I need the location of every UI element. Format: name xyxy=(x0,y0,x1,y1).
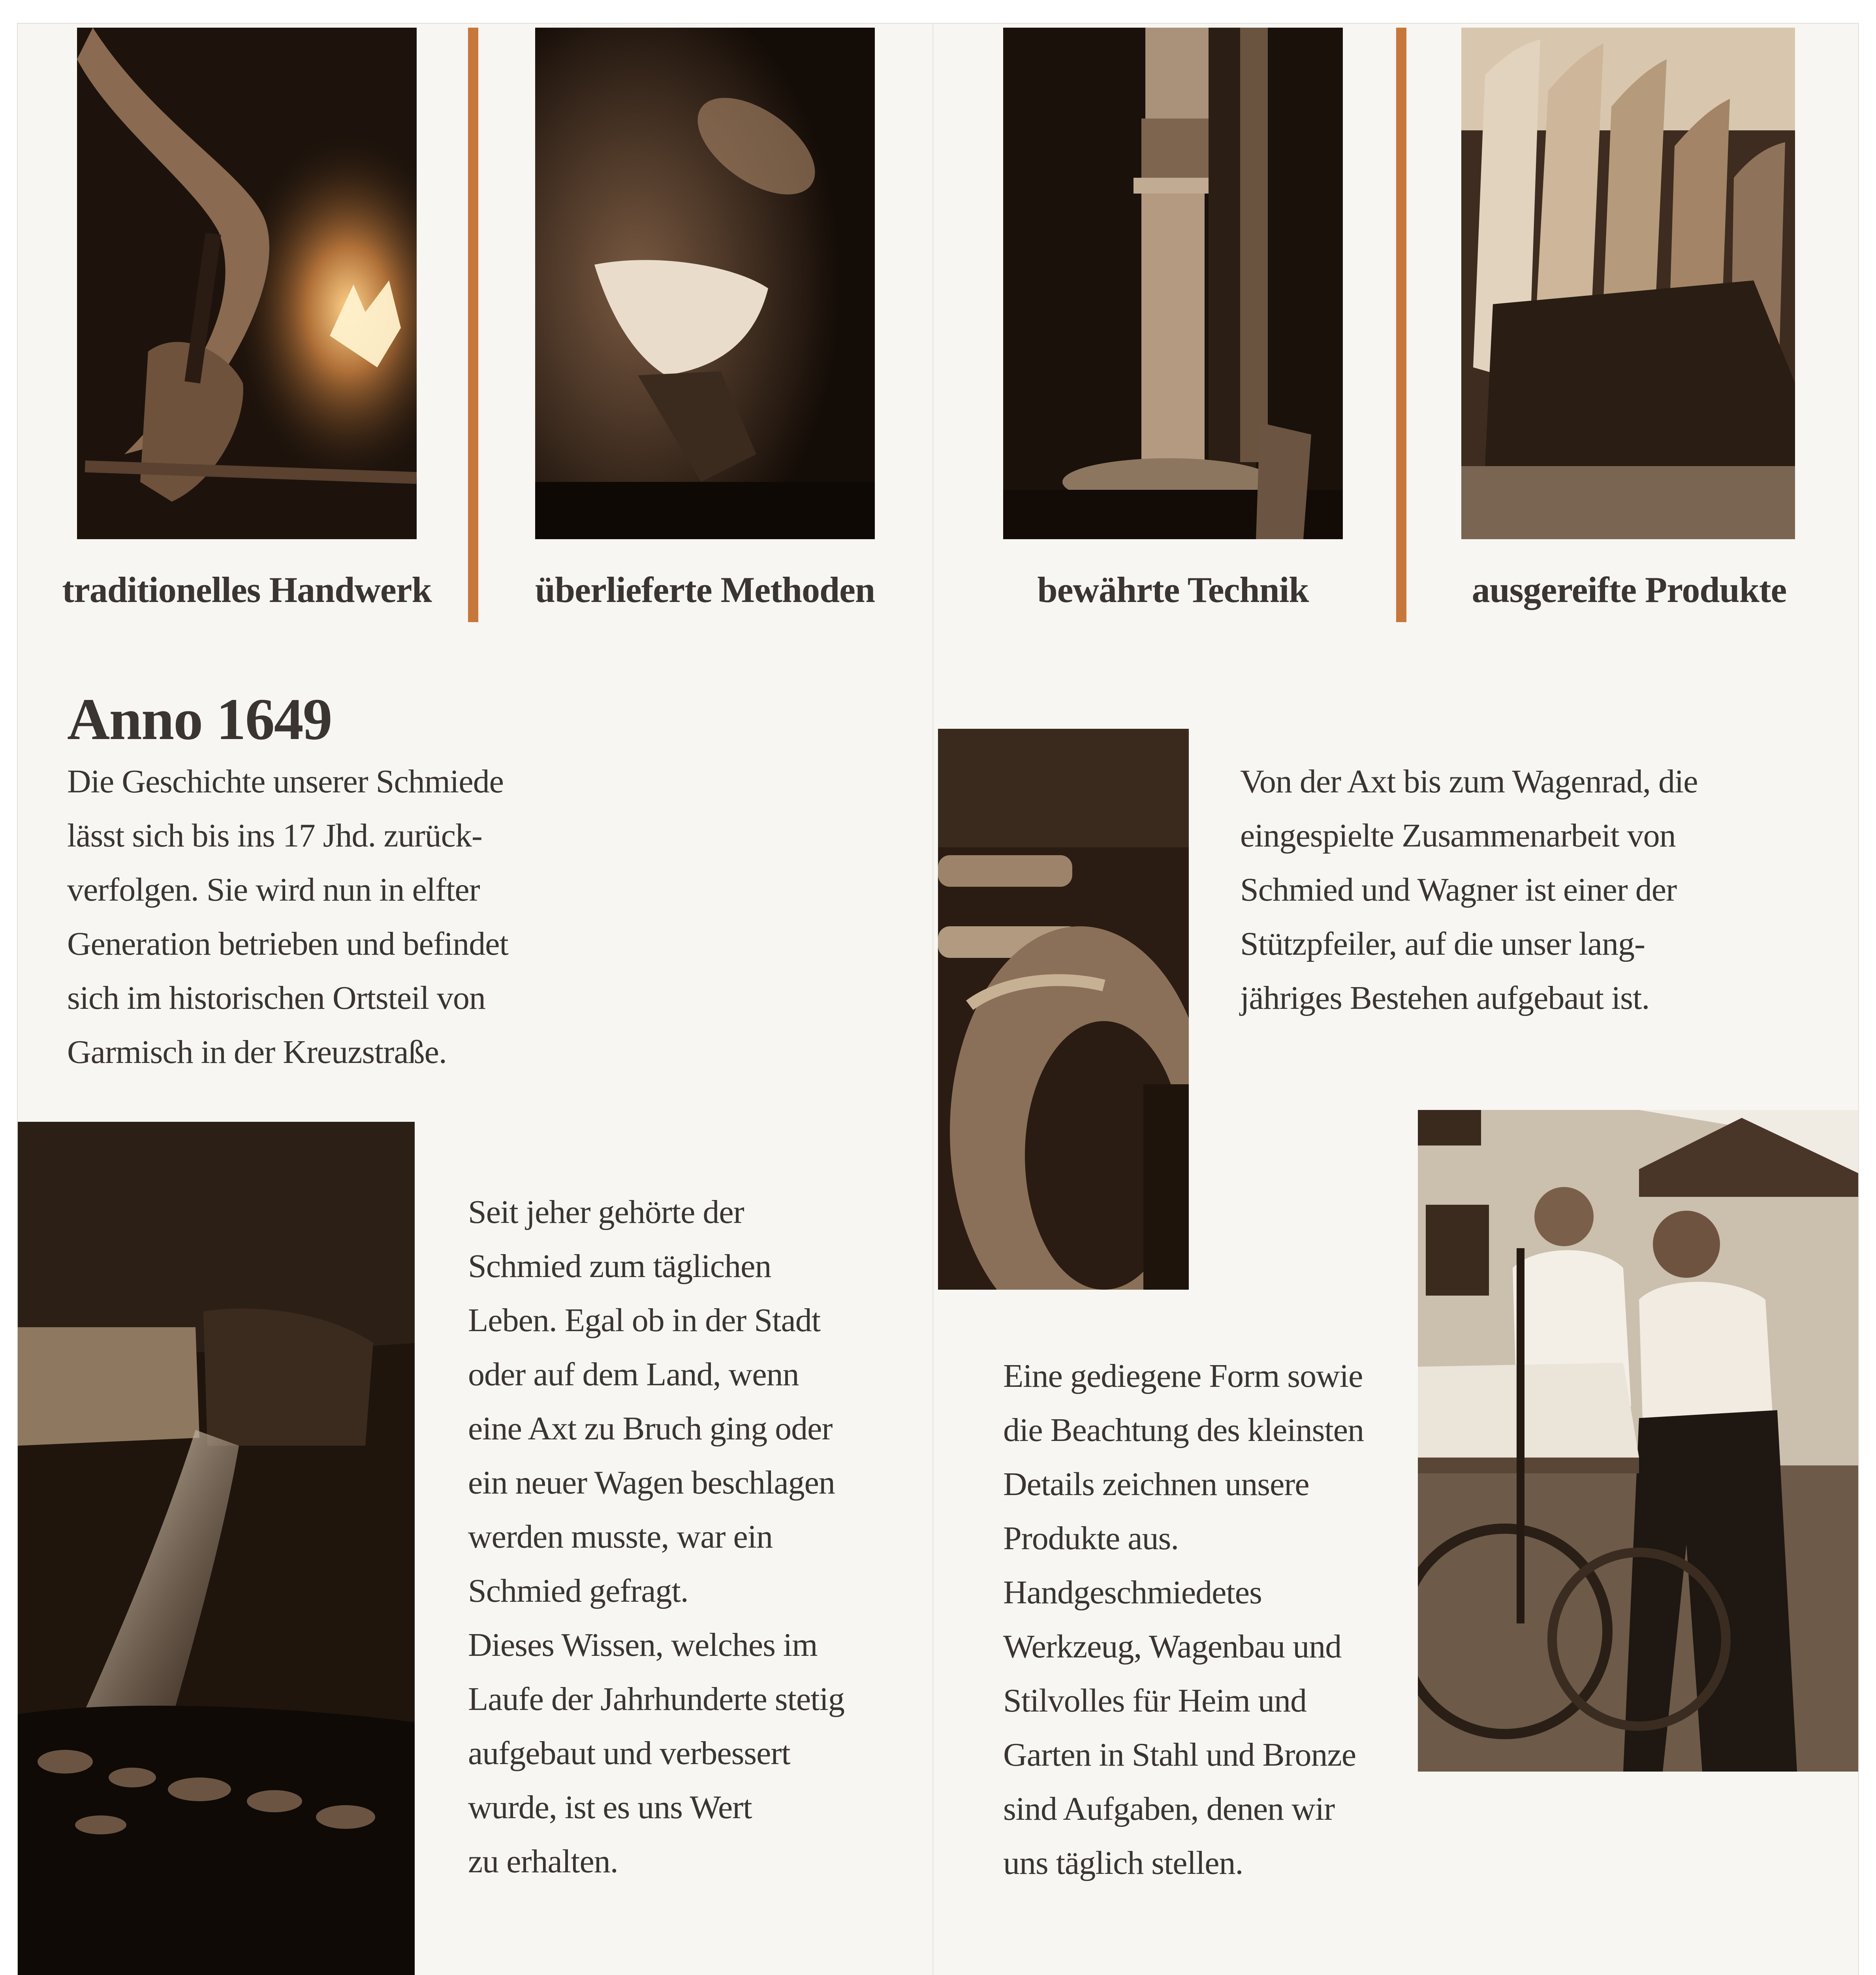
text-line: Handgeschmiedetes xyxy=(1003,1574,1262,1611)
text-line: eingespielte Zusammenarbeit von xyxy=(1240,817,1676,854)
text-line: ein neuer Wagen beschlagen xyxy=(468,1464,835,1501)
text-line: sich im historischen Ortsteil von xyxy=(67,980,485,1016)
text-line: Dieses Wissen, welches im xyxy=(468,1627,818,1663)
text-line: jähriges Bestehen aufgebaut ist. xyxy=(1240,980,1650,1016)
photo-hand-with-tongs xyxy=(77,28,417,539)
text-line: eine Axt zu Bruch ging oder xyxy=(468,1410,833,1447)
photo-craftsmen-at-cart xyxy=(1418,1110,1858,1772)
photo-mechanical-press xyxy=(1003,28,1343,539)
tradition-paragraph xyxy=(468,1185,844,1888)
text-line: Garmisch in der Kreuzstraße. xyxy=(67,1034,447,1070)
text-line: Stilvolles für Heim und xyxy=(1003,1682,1306,1719)
caption-proven-technique: bewährte Technik xyxy=(1037,570,1309,610)
photo-glowing-metal xyxy=(535,28,875,539)
caption-mature-products: ausgereifte Produkte xyxy=(1472,570,1787,610)
products-paragraph xyxy=(1003,1349,1364,1890)
photo-forged-blades xyxy=(1461,28,1795,539)
text-line: Leben. Egal ob in der Stadt xyxy=(468,1302,821,1339)
text-line: Garten in Stahl und Bronze xyxy=(1003,1736,1356,1773)
accent-divider-1 xyxy=(468,28,478,622)
wheel-paragraph xyxy=(1240,754,1698,1025)
history-paragraph xyxy=(67,754,508,1079)
section-title-anno-1649: Anno 1649 xyxy=(67,687,332,752)
accent-divider-2 xyxy=(1396,28,1406,622)
text-line: Generation betrieben und befindet xyxy=(67,925,508,962)
caption-traditional-craft: traditionelles Handwerk xyxy=(62,570,432,610)
center-fold-line xyxy=(932,24,934,1975)
text-line: werden musste, war ein xyxy=(468,1518,773,1555)
text-line: verfolgen. Sie wird nun in elfter xyxy=(67,871,480,908)
text-line: sind Aufgaben, denen wir xyxy=(1003,1791,1335,1827)
text-line: Die Geschichte unserer Schmiede xyxy=(67,763,504,800)
text-line: uns täglich stellen. xyxy=(1003,1845,1243,1881)
text-line: Produkte aus. xyxy=(1003,1520,1179,1557)
text-line: Schmied zum täglichen xyxy=(468,1248,771,1285)
photo-cart-wheel xyxy=(938,729,1189,1290)
text-line: Details zeichnen unsere xyxy=(1003,1466,1309,1503)
text-line: Schmied und Wagner ist einer der xyxy=(1240,871,1677,908)
photo-quenching-coals xyxy=(18,1122,415,1975)
text-line: Seit jeher gehörte der xyxy=(468,1194,744,1230)
caption-traditional-methods: überlieferte Methoden xyxy=(535,570,875,610)
text-line: Werkzeug, Wagenbau und xyxy=(1003,1628,1342,1665)
text-line: Eine gediegene Form sowie xyxy=(1003,1358,1363,1394)
text-line: Von der Axt bis zum Wagenrad, die xyxy=(1240,763,1698,800)
text-line: oder auf dem Land, wenn xyxy=(468,1356,799,1393)
text-line: die Beachtung des kleinsten xyxy=(1003,1412,1364,1448)
text-line: lässt sich bis ins 17 Jhd. zurück- xyxy=(67,817,482,854)
text-line: Laufe der Jahrhunderte stetig xyxy=(468,1681,844,1717)
text-line: Schmied gefragt. xyxy=(468,1572,688,1609)
text-line: Stützpfeiler, auf die unser lang- xyxy=(1240,925,1645,962)
text-line: zu erhalten. xyxy=(468,1843,618,1880)
text-line: wurde, ist es uns Wert xyxy=(468,1789,752,1826)
text-line: aufgebaut und verbessert xyxy=(468,1735,790,1772)
